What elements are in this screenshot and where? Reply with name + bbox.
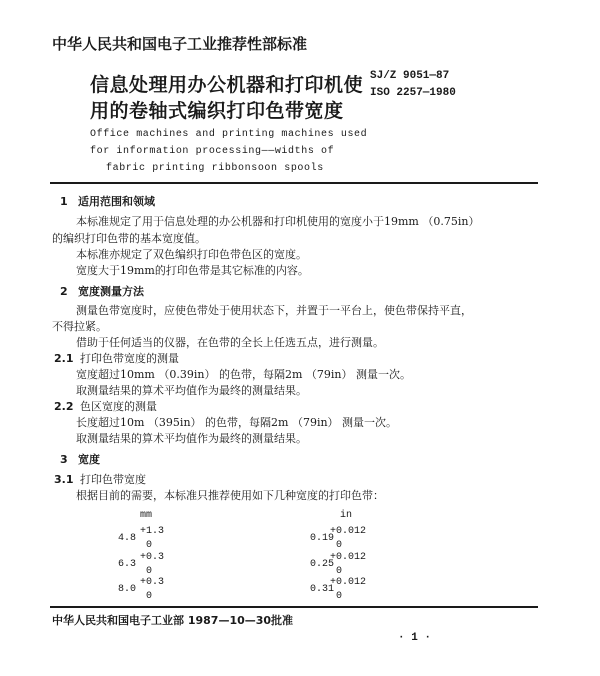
section-2-2-para-1: 长度超过10m （395in） 的色带，每隔2m （79in） 测量一次。 bbox=[76, 416, 398, 429]
mm-upper-tolerance: +1.3 bbox=[140, 526, 165, 537]
in-value: 0.25 bbox=[310, 559, 335, 570]
section-1-para-1a: 本标准规定了用于信息处理的办公机器和打印机使用的宽度小于19mm （0.75in） bbox=[76, 215, 480, 228]
section-2-2-para-2: 取测量结果的算术平均值作为最终的测量结果。 bbox=[76, 432, 307, 445]
doc-title-line1: 信息处理用办公机器和打印机使 bbox=[90, 74, 364, 96]
in-lower-tolerance: 0 bbox=[336, 591, 343, 602]
section-2-para-1a: 测量色带宽度时，应使色带处于使用状态下，并置于一平台上，使色带保持平直， bbox=[76, 304, 472, 317]
mm-lower-tolerance: 0 bbox=[146, 566, 153, 577]
in-upper-tolerance: +0.012 bbox=[330, 526, 367, 537]
header-rule bbox=[50, 182, 538, 184]
page-number: · 1 · bbox=[398, 632, 432, 644]
mm-value: 8.0 bbox=[118, 584, 137, 595]
mm-lower-tolerance: 0 bbox=[146, 591, 153, 602]
in-upper-tolerance: +0.012 bbox=[330, 577, 367, 588]
standard-code-iso: ISO 2257—1980 bbox=[370, 87, 456, 99]
section-2-number: 2 bbox=[60, 285, 68, 298]
section-1-title: 适用范围和领域 bbox=[78, 195, 155, 208]
section-1-para-2: 本标准亦规定了双色编织打印色带色区的宽度。 bbox=[76, 248, 307, 261]
section-2-para-1b: 不得拉紧。 bbox=[52, 320, 107, 333]
section-1-para-3: 宽度大于19mm的打印色带是其它标准的内容。 bbox=[76, 264, 309, 277]
in-lower-tolerance: 0 bbox=[336, 540, 343, 551]
org-title: 中华人民共和国电子工业推荐性部标准 bbox=[52, 35, 308, 53]
section-3-title: 宽度 bbox=[78, 453, 100, 466]
section-3-1-para-1: 根据目前的需要，本标准只推荐使用如下几种宽度的打印色带： bbox=[76, 489, 384, 502]
section-2-2-title: 色区宽度的测量 bbox=[80, 400, 157, 413]
section-2-para-2: 借助于任何适当的仪器，在色带的全长上任选五点，进行测量。 bbox=[76, 336, 384, 349]
section-3-1-title: 打印色带宽度 bbox=[80, 473, 146, 486]
english-title-line3: fabric printing ribbonsoon spools bbox=[106, 163, 324, 174]
footer-rule bbox=[50, 606, 538, 608]
english-title-line1: Office machines and printing machines used bbox=[90, 129, 368, 140]
table-header-mm: mm bbox=[140, 510, 153, 521]
section-2-1-number: 2.1 bbox=[54, 352, 74, 365]
mm-lower-tolerance: 0 bbox=[146, 540, 153, 551]
in-value: 0.31 bbox=[310, 584, 335, 595]
mm-value: 4.8 bbox=[118, 533, 137, 544]
section-1-para-1b: 的编织打印色带的基本宽度值。 bbox=[52, 232, 206, 245]
section-2-1-para-2: 取测量结果的算术平均值作为最终的测量结果。 bbox=[76, 384, 307, 397]
english-title-line2: for information processing——widths of bbox=[90, 146, 335, 157]
standard-code-sj: SJ/Z 9051—87 bbox=[370, 70, 450, 82]
in-upper-tolerance: +0.012 bbox=[330, 552, 367, 563]
approval-line: 中华人民共和国电子工业部 1987—10—30批准 bbox=[52, 614, 294, 627]
section-1-number: 1 bbox=[60, 195, 68, 208]
table-header-in: in bbox=[340, 510, 353, 521]
section-2-1-title: 打印色带宽度的测量 bbox=[80, 352, 179, 365]
mm-upper-tolerance: +0.3 bbox=[140, 552, 165, 563]
mm-upper-tolerance: +0.3 bbox=[140, 577, 165, 588]
doc-title-line2: 用的卷轴式编织打印色带宽度 bbox=[90, 100, 344, 122]
section-3-number: 3 bbox=[60, 453, 68, 466]
section-3-1-number: 3.1 bbox=[54, 473, 74, 486]
section-2-title: 宽度测量方法 bbox=[78, 285, 144, 298]
in-lower-tolerance: 0 bbox=[336, 566, 343, 577]
section-2-2-number: 2.2 bbox=[54, 400, 74, 413]
mm-value: 6.3 bbox=[118, 559, 137, 570]
in-value: 0.19 bbox=[310, 533, 335, 544]
section-2-1-para-1: 宽度超过10mm （0.39in） 的色带，每隔2m （79in） 测量一次。 bbox=[76, 368, 411, 381]
